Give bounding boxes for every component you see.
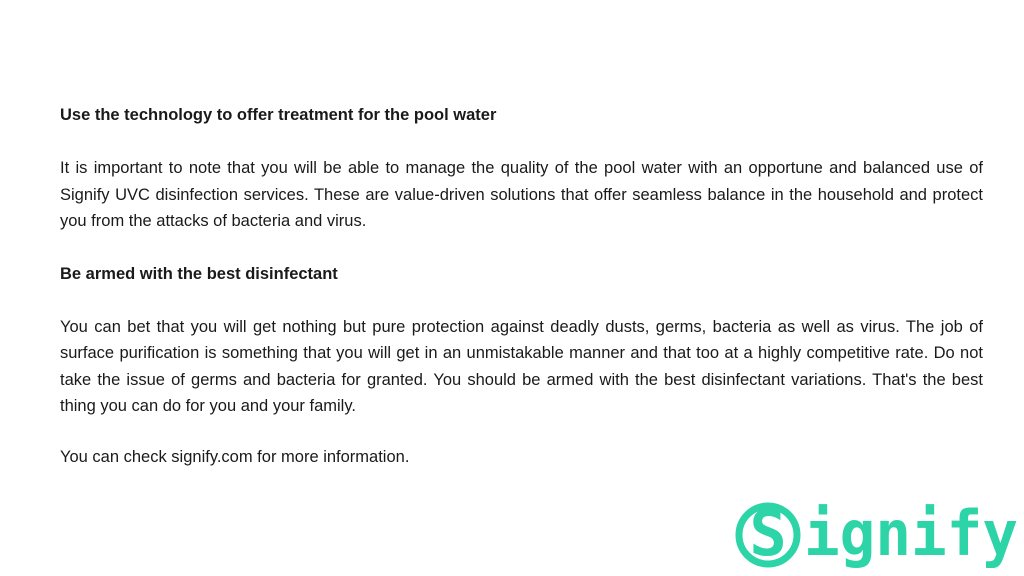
section-paragraph-pool-water: It is important to note that you will be able to manage the quality of the pool water with an opportune and balanced use of Signify UVC disinfection services. These are value-driven solutions that offer seamless balance in the household and protect you from the attacks of bacteria and virus. bbox=[60, 159, 983, 230]
logo-wordmark: ignify bbox=[804, 497, 1018, 570]
logo-initial: S bbox=[749, 497, 787, 570]
closing-paragraph: You can check signify.com for more information. bbox=[60, 447, 410, 466]
section-heading-disinfectant: Be armed with the best disinfectant bbox=[60, 264, 338, 283]
signify-logo bbox=[734, 493, 1022, 573]
section-heading-pool-water: Use the technology to offer treatment for the pool water bbox=[60, 106, 497, 124]
article-body bbox=[60, 102, 983, 470]
section-paragraph-disinfectant: You can bet that you will get nothing but pure protection against deadly dusts, germs, bacteria as well as virus. The job of surface purification is something that you will get in an unmistakable manner and that too at a highly competitive rate. Do not take the issue of germs and bacteria for granted. You should be armed with the best disinfectant variations. That's the best thing you can do for you and your family. bbox=[60, 317, 983, 415]
